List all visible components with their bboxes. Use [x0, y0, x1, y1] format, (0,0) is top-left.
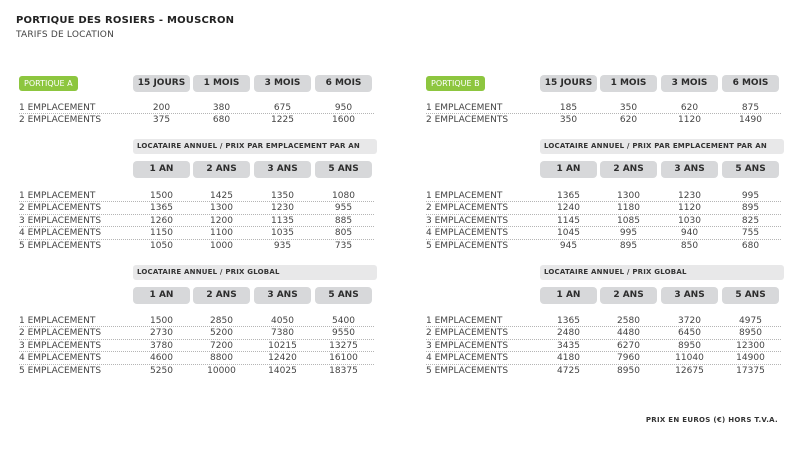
- cell-value: 2850: [210, 316, 233, 326]
- cell-value: 3780: [150, 340, 173, 351]
- cell-value: 7380: [271, 328, 294, 339]
- cell-value: 850: [680, 240, 699, 251]
- cell-value: 1035: [271, 228, 294, 239]
- cell-value: 995: [741, 191, 760, 201]
- short-header-6-mois: 6 MOIS: [722, 75, 779, 92]
- row-label: 4 EMPLACEMENTS: [426, 353, 509, 364]
- table-row: [426, 315, 781, 327]
- row-label: 3 EMPLACEMENTS: [19, 340, 102, 351]
- cell-value: 375: [152, 115, 171, 126]
- short-header-6-mois: 6 MOIS: [315, 75, 372, 92]
- cell-value: 1230: [678, 191, 701, 201]
- cell-value: 950: [334, 103, 353, 113]
- table-row: [19, 365, 374, 377]
- row-label: 4 EMPLACEMENTS: [19, 353, 102, 364]
- cell-value: 895: [741, 203, 760, 214]
- cell-value: 350: [559, 115, 578, 126]
- short-header-15-jours: 15 JOURS: [540, 75, 597, 92]
- cell-value: 18375: [329, 365, 358, 376]
- cell-value: 2480: [557, 328, 580, 339]
- cell-value: 1230: [271, 203, 294, 214]
- row-label: 2 EMPLACEMENTS: [426, 203, 509, 214]
- cell-value: 1180: [617, 203, 640, 214]
- global-header-2-ans: 2 ANS: [600, 287, 657, 304]
- global-header-1-an: 1 AN: [133, 287, 190, 304]
- cell-value: 5250: [150, 365, 173, 376]
- cell-value: 1225: [271, 115, 294, 126]
- cell-value: 14900: [736, 353, 765, 364]
- cell-value: 805: [334, 228, 353, 239]
- cell-value: 16100: [329, 353, 358, 364]
- table-row: [426, 102, 781, 114]
- table-row: [426, 190, 781, 202]
- page-subtitle: TARIFS DE LOCATION: [16, 30, 115, 40]
- annual-header-3-ans: 3 ANS: [661, 161, 718, 178]
- cell-value: 1300: [210, 203, 233, 214]
- cell-value: 1365: [557, 316, 580, 326]
- row-label: 2 EMPLACEMENTS: [19, 203, 102, 214]
- table-row: [426, 215, 781, 227]
- cell-value: 1500: [150, 191, 173, 201]
- cell-value: 940: [680, 228, 699, 239]
- annual-per-table: [19, 190, 374, 252]
- cell-value: 1000: [210, 240, 233, 251]
- table-row: [19, 190, 374, 202]
- cell-value: 875: [741, 103, 760, 113]
- cell-value: 7200: [210, 340, 233, 351]
- portique-a-panel: [19, 0, 399, 450]
- annual-global-table: [426, 315, 781, 377]
- cell-value: 1045: [557, 228, 580, 239]
- annual-global-title: LOCATAIRE ANNUEL / PRIX GLOBAL: [540, 265, 784, 280]
- portique-a-badge: PORTIQUE A: [19, 76, 78, 91]
- row-label: 5 EMPLACEMENTS: [19, 365, 102, 376]
- cell-value: 935: [273, 240, 292, 251]
- cell-value: 6270: [617, 340, 640, 351]
- cell-value: 1500: [150, 316, 173, 326]
- annual-global-title: LOCATAIRE ANNUEL / PRIX GLOBAL: [133, 265, 377, 280]
- cell-value: 1490: [739, 115, 762, 126]
- cell-value: 995: [619, 228, 638, 239]
- cell-value: 675: [273, 103, 292, 113]
- cell-value: 3435: [557, 340, 580, 351]
- table-row: [426, 240, 781, 252]
- cell-value: 6450: [678, 328, 701, 339]
- currency-note: PRIX EN EUROS (€) HORS T.V.A.: [645, 416, 778, 424]
- short-table: [19, 102, 374, 127]
- row-label: 3 EMPLACEMENTS: [426, 340, 509, 351]
- cell-value: 380: [212, 103, 231, 113]
- cell-value: 4480: [617, 328, 640, 339]
- cell-value: 1600: [332, 115, 355, 126]
- global-header-1-an: 1 AN: [540, 287, 597, 304]
- table-row: [19, 327, 374, 339]
- cell-value: 10000: [207, 365, 236, 376]
- row-label: 2 EMPLACEMENTS: [19, 115, 102, 126]
- cell-value: 680: [741, 240, 760, 251]
- cell-value: 755: [741, 228, 760, 239]
- cell-value: 8950: [678, 340, 701, 351]
- cell-value: 1350: [271, 191, 294, 201]
- table-row: [426, 114, 781, 126]
- global-header-5-ans: 5 ANS: [315, 287, 372, 304]
- portique-b-badge: PORTIQUE B: [426, 76, 485, 91]
- short-header-3-mois: 3 MOIS: [661, 75, 718, 92]
- table-row: [426, 340, 781, 352]
- annual-header-3-ans: 3 ANS: [254, 161, 311, 178]
- annual-header-5-ans: 5 ANS: [722, 161, 779, 178]
- cell-value: 9550: [332, 328, 355, 339]
- annual-header-5-ans: 5 ANS: [315, 161, 372, 178]
- cell-value: 1260: [150, 215, 173, 226]
- cell-value: 1365: [150, 203, 173, 214]
- row-label: 4 EMPLACEMENTS: [19, 228, 102, 239]
- cell-value: 735: [334, 240, 353, 251]
- table-row: [19, 352, 374, 364]
- table-row: [19, 114, 374, 126]
- row-label: 1 EMPLACEMENT: [426, 191, 503, 201]
- cell-value: 1120: [678, 203, 701, 214]
- portique-b-panel: [426, 0, 800, 450]
- cell-value: 2730: [150, 328, 173, 339]
- cell-value: 4050: [271, 316, 294, 326]
- short-header-1-mois: 1 MOIS: [600, 75, 657, 92]
- table-row: [19, 102, 374, 114]
- cell-value: 12675: [675, 365, 704, 376]
- row-label: 1 EMPLACEMENT: [426, 316, 503, 326]
- row-label: 3 EMPLACEMENTS: [19, 215, 102, 226]
- cell-value: 955: [334, 203, 353, 214]
- row-label: 5 EMPLACEMENTS: [426, 365, 509, 376]
- row-label: 5 EMPLACEMENTS: [426, 240, 509, 251]
- annual-header-2-ans: 2 ANS: [600, 161, 657, 178]
- short-header-1-mois: 1 MOIS: [193, 75, 250, 92]
- cell-value: 1050: [150, 240, 173, 251]
- row-label: 2 EMPLACEMENTS: [426, 328, 509, 339]
- cell-value: 1200: [210, 215, 233, 226]
- cell-value: 825: [741, 215, 760, 226]
- cell-value: 5200: [210, 328, 233, 339]
- row-label: 4 EMPLACEMENTS: [426, 228, 509, 239]
- cell-value: 1150: [150, 228, 173, 239]
- cell-value: 5400: [332, 316, 355, 326]
- cell-value: 4725: [557, 365, 580, 376]
- cell-value: 620: [680, 103, 699, 113]
- cell-value: 7960: [617, 353, 640, 364]
- cell-value: 13275: [329, 340, 358, 351]
- cell-value: 4180: [557, 353, 580, 364]
- cell-value: 12420: [268, 353, 297, 364]
- row-label: 1 EMPLACEMENT: [19, 316, 96, 326]
- cell-value: 1135: [271, 215, 294, 226]
- annual-header-1-an: 1 AN: [133, 161, 190, 178]
- cell-value: 185: [559, 103, 578, 113]
- short-header-3-mois: 3 MOIS: [254, 75, 311, 92]
- table-row: [426, 227, 781, 239]
- cell-value: 3720: [678, 316, 701, 326]
- page-title: PORTIQUE DES ROSIERS - MOUSCRON: [16, 15, 235, 26]
- cell-value: 200: [152, 103, 171, 113]
- cell-value: 1080: [332, 191, 355, 201]
- annual-global-table: [19, 315, 374, 377]
- cell-value: 14025: [268, 365, 297, 376]
- cell-value: 2580: [617, 316, 640, 326]
- global-header-2-ans: 2 ANS: [193, 287, 250, 304]
- row-label: 1 EMPLACEMENT: [19, 191, 96, 201]
- table-row: [19, 315, 374, 327]
- table-row: [19, 340, 374, 352]
- annual-per-table: [426, 190, 781, 252]
- table-row: [19, 215, 374, 227]
- row-label: 5 EMPLACEMENTS: [19, 240, 102, 251]
- cell-value: 1365: [557, 191, 580, 201]
- cell-value: 1240: [557, 203, 580, 214]
- cell-value: 620: [619, 115, 638, 126]
- cell-value: 8950: [739, 328, 762, 339]
- cell-value: 945: [559, 240, 578, 251]
- cell-value: 8800: [210, 353, 233, 364]
- annual-per-location-title: LOCATAIRE ANNUEL / PRIX PAR EMPLACEMENT PAR AN: [540, 139, 784, 154]
- table-row: [19, 227, 374, 239]
- short-header-15-jours: 15 JOURS: [133, 75, 190, 92]
- cell-value: 4600: [150, 353, 173, 364]
- cell-value: 350: [619, 103, 638, 113]
- cell-value: 1085: [617, 215, 640, 226]
- cell-value: 1100: [210, 228, 233, 239]
- row-label: 1 EMPLACEMENT: [19, 103, 96, 113]
- cell-value: 1120: [678, 115, 701, 126]
- cell-value: 1030: [678, 215, 701, 226]
- global-header-5-ans: 5 ANS: [722, 287, 779, 304]
- cell-value: 1145: [557, 215, 580, 226]
- global-header-3-ans: 3 ANS: [254, 287, 311, 304]
- short-table: [426, 102, 781, 127]
- cell-value: 17375: [736, 365, 765, 376]
- row-label: 3 EMPLACEMENTS: [426, 215, 509, 226]
- row-label: 2 EMPLACEMENTS: [426, 115, 509, 126]
- cell-value: 11040: [675, 353, 704, 364]
- cell-value: 12300: [736, 340, 765, 351]
- row-label: 2 EMPLACEMENTS: [19, 328, 102, 339]
- table-row: [19, 240, 374, 252]
- cell-value: 1300: [617, 191, 640, 201]
- global-header-3-ans: 3 ANS: [661, 287, 718, 304]
- cell-value: 1425: [210, 191, 233, 201]
- cell-value: 10215: [268, 340, 297, 351]
- cell-value: 680: [212, 115, 231, 126]
- annual-header-2-ans: 2 ANS: [193, 161, 250, 178]
- table-row: [426, 202, 781, 214]
- cell-value: 8950: [617, 365, 640, 376]
- annual-per-location-title: LOCATAIRE ANNUEL / PRIX PAR EMPLACEMENT PAR AN: [133, 139, 377, 154]
- table-row: [426, 327, 781, 339]
- cell-value: 4975: [739, 316, 762, 326]
- table-row: [426, 365, 781, 377]
- table-row: [426, 352, 781, 364]
- cell-value: 885: [334, 215, 353, 226]
- table-row: [19, 202, 374, 214]
- row-label: 1 EMPLACEMENT: [426, 103, 503, 113]
- annual-header-1-an: 1 AN: [540, 161, 597, 178]
- cell-value: 895: [619, 240, 638, 251]
